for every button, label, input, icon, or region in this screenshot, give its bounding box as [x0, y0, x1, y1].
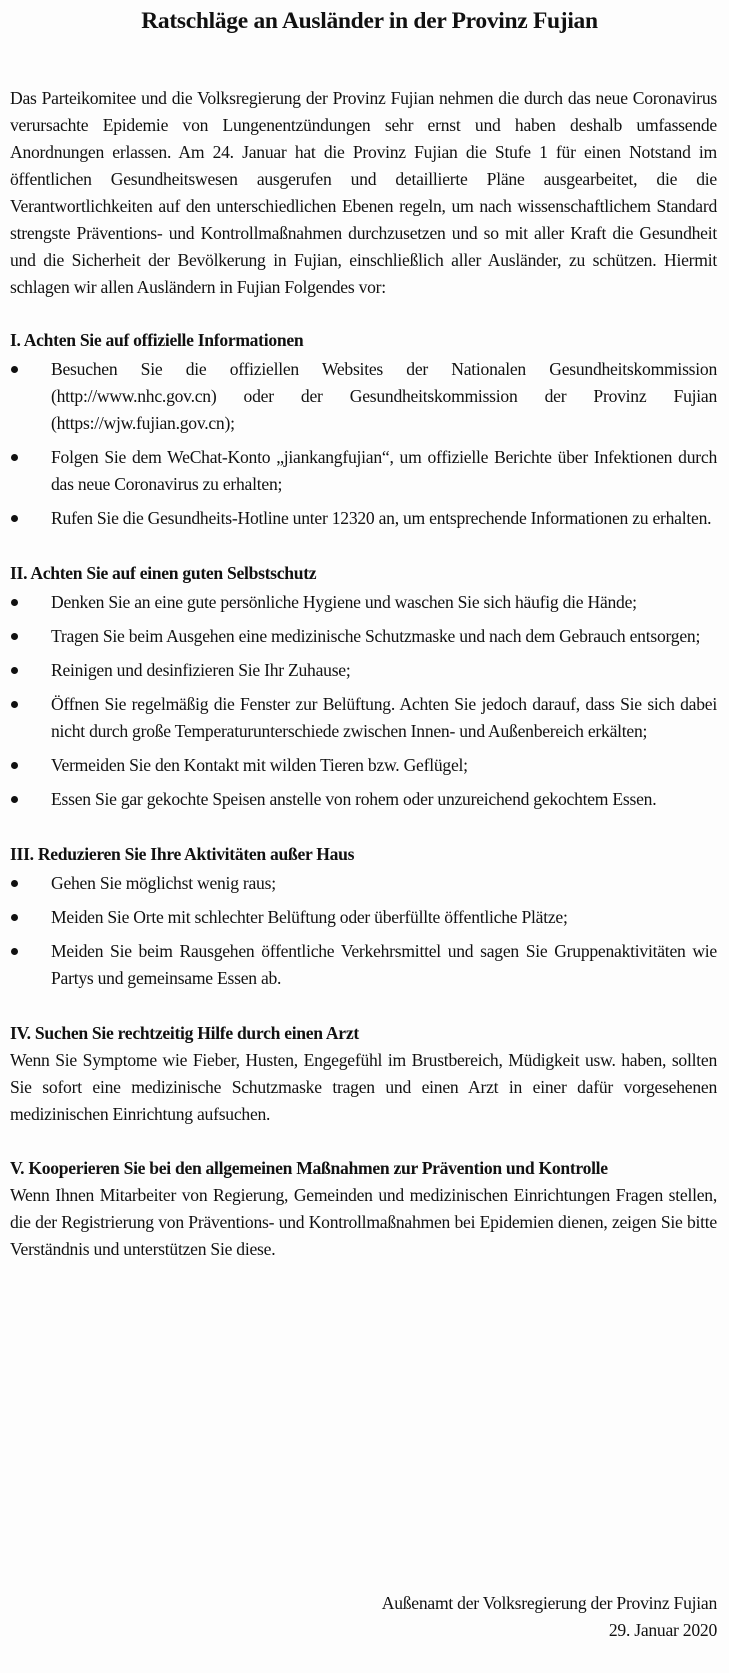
bullet-icon — [11, 948, 18, 955]
bullet-icon — [11, 515, 18, 522]
list-item-text: Gehen Sie möglichst wenig raus; — [51, 873, 276, 893]
list-item-text: Essen Sie gar gekochte Speisen anstelle von rohem oder unzureichend gekochtem Essen. — [51, 789, 657, 809]
bullet-list — [10, 356, 717, 532]
list-item — [10, 904, 717, 931]
list-item-text: Vermeiden Sie den Kontakt mit wilden Tieren bzw. Geflügel; — [51, 755, 468, 775]
list-item-text: Meiden Sie Orte mit schlechter Belüftung oder überfüllte öffentliche Plätze; — [51, 907, 568, 927]
list-item-text: Meiden Sie beim Rausgehen öffentliche Verkehrsmittel und sagen Sie Gruppenaktivitäten wie Partys und gemeinsame Essen ab. — [51, 941, 717, 988]
bullet-icon — [11, 701, 18, 708]
list-item — [10, 752, 717, 779]
section-official-information — [10, 327, 717, 532]
bullet-icon — [11, 454, 18, 461]
list-item — [10, 356, 717, 437]
list-item-text: Rufen Sie die Gesundheits-Hotline unter 12320 an, um entsprechende Informationen zu erhalten. — [51, 508, 712, 528]
intro-paragraph: Das Parteikomitee und die Volksregierung der Provinz Fujian nehmen die durch das neue Coronavirus verursachte Epidemie von Lungenentzündungen sehr ernst und haben deshalb umfassende Anordnungen erlassen. Am 24. Januar hat die Provinz Fujian die Stufe 1 für einen Notstand im öffentlichen Gesundheitswesen ausgerufen und detaillierte Pläne ausgearbeitet, die die Verantwortlichkeiten auf den unterschiedlichen Ebenen regeln, um nach wissenschaftlichem Standard strengste Präventions- und Kontrollmaßnahmen durchzusetzen und so mit aller Kraft die Gesundheit und die Sicherheit der Bevölkerung in Fujian, einschließlich aller Ausländer, zu schützen. Hiermit schlagen wir allen Ausländern in Fujian Folgendes vor: — [10, 88, 717, 297]
list-item — [10, 691, 717, 745]
list-item-text: Reinigen und desinfizieren Sie Ihr Zuhause; — [51, 660, 351, 680]
list-item-text: Besuchen Sie die offiziellen Websites der Nationalen Gesundheitskommission (http://www.nhc.gov.cn) oder der Gesundheitskommission der Provinz Fujian (https://wjw.fujian.gov.cn); — [51, 359, 717, 433]
section-heading: I. Achten Sie auf offizielle Informationen — [10, 330, 304, 350]
document-title: Ratschläge an Ausländer in der Provinz Fujian — [141, 8, 598, 34]
bullet-icon — [11, 667, 18, 674]
section-heading: IV. Suchen Sie rechtzeitig Hilfe durch einen Arzt — [10, 1023, 359, 1043]
section-reduce-activities — [10, 841, 717, 992]
bullet-list — [10, 870, 717, 992]
list-item — [10, 623, 717, 650]
bullet-icon — [11, 796, 18, 803]
section-body: Wenn Ihnen Mitarbeiter von Regierung, Gemeinden und medizinischen Einrichtungen Fragen stellen, die der Registrierung von Präventions- und Kontrollmaßnahmen bei Epidemien dienen, zeigen Sie bitte Verständnis und unterstützen Sie diese. — [10, 1185, 717, 1259]
bullet-icon — [11, 366, 18, 373]
section-cooperate — [10, 1155, 717, 1263]
bullet-icon — [11, 762, 18, 769]
bullet-icon — [11, 914, 18, 921]
list-item — [10, 505, 717, 532]
section-heading: V. Kooperieren Sie bei den allgemeinen Maßnahmen zur Prävention und Kontrolle — [10, 1158, 608, 1178]
section-heading: III. Reduzieren Sie Ihre Aktivitäten außer Haus — [10, 844, 355, 864]
list-item-text: Folgen Sie dem WeChat-Konto „jiankangfujian“, um offizielle Berichte über Infektionen durch das neue Coronavirus zu erhalten; — [51, 447, 717, 494]
list-item — [10, 870, 717, 897]
list-item — [10, 657, 717, 684]
bullet-list — [10, 589, 717, 813]
issue-date: 29. Januar 2020 — [608, 1620, 717, 1640]
list-item — [10, 938, 717, 992]
list-item — [10, 444, 717, 498]
section-body: Wenn Sie Symptome wie Fieber, Husten, Engegefühl im Brustbereich, Müdigkeit usw. haben, sollten Sie sofort eine medizinische Schutzmaske tragen und einen Arzt in einer dafür vorgesehenen medizinischen Einrichtung aufsuchen. — [10, 1050, 717, 1124]
list-item — [10, 589, 717, 616]
list-item-text: Öffnen Sie regelmäßig die Fenster zur Belüftung. Achten Sie jedoch darauf, dass Sie sich dabei nicht durch große Temperaturunterschiede zwischen Innen- und Außenbereich erkälten; — [51, 694, 717, 741]
issuer: Außenamt der Volksregierung der Provinz Fujian — [381, 1593, 717, 1613]
bullet-icon — [11, 880, 18, 887]
section-seek-medical-help — [10, 1020, 717, 1128]
bullet-icon — [11, 633, 18, 640]
signature-block — [382, 1590, 717, 1644]
list-item-text: Tragen Sie beim Ausgehen eine medizinische Schutzmaske und nach dem Gebrauch entsorgen; — [51, 626, 701, 646]
section-heading: II. Achten Sie auf einen guten Selbstschutz — [10, 563, 317, 583]
bullet-icon — [11, 599, 18, 606]
list-item — [10, 786, 717, 813]
list-item-text: Denken Sie an eine gute persönliche Hygiene und waschen Sie sich häufig die Hände; — [51, 592, 637, 612]
section-self-protection — [10, 560, 717, 813]
